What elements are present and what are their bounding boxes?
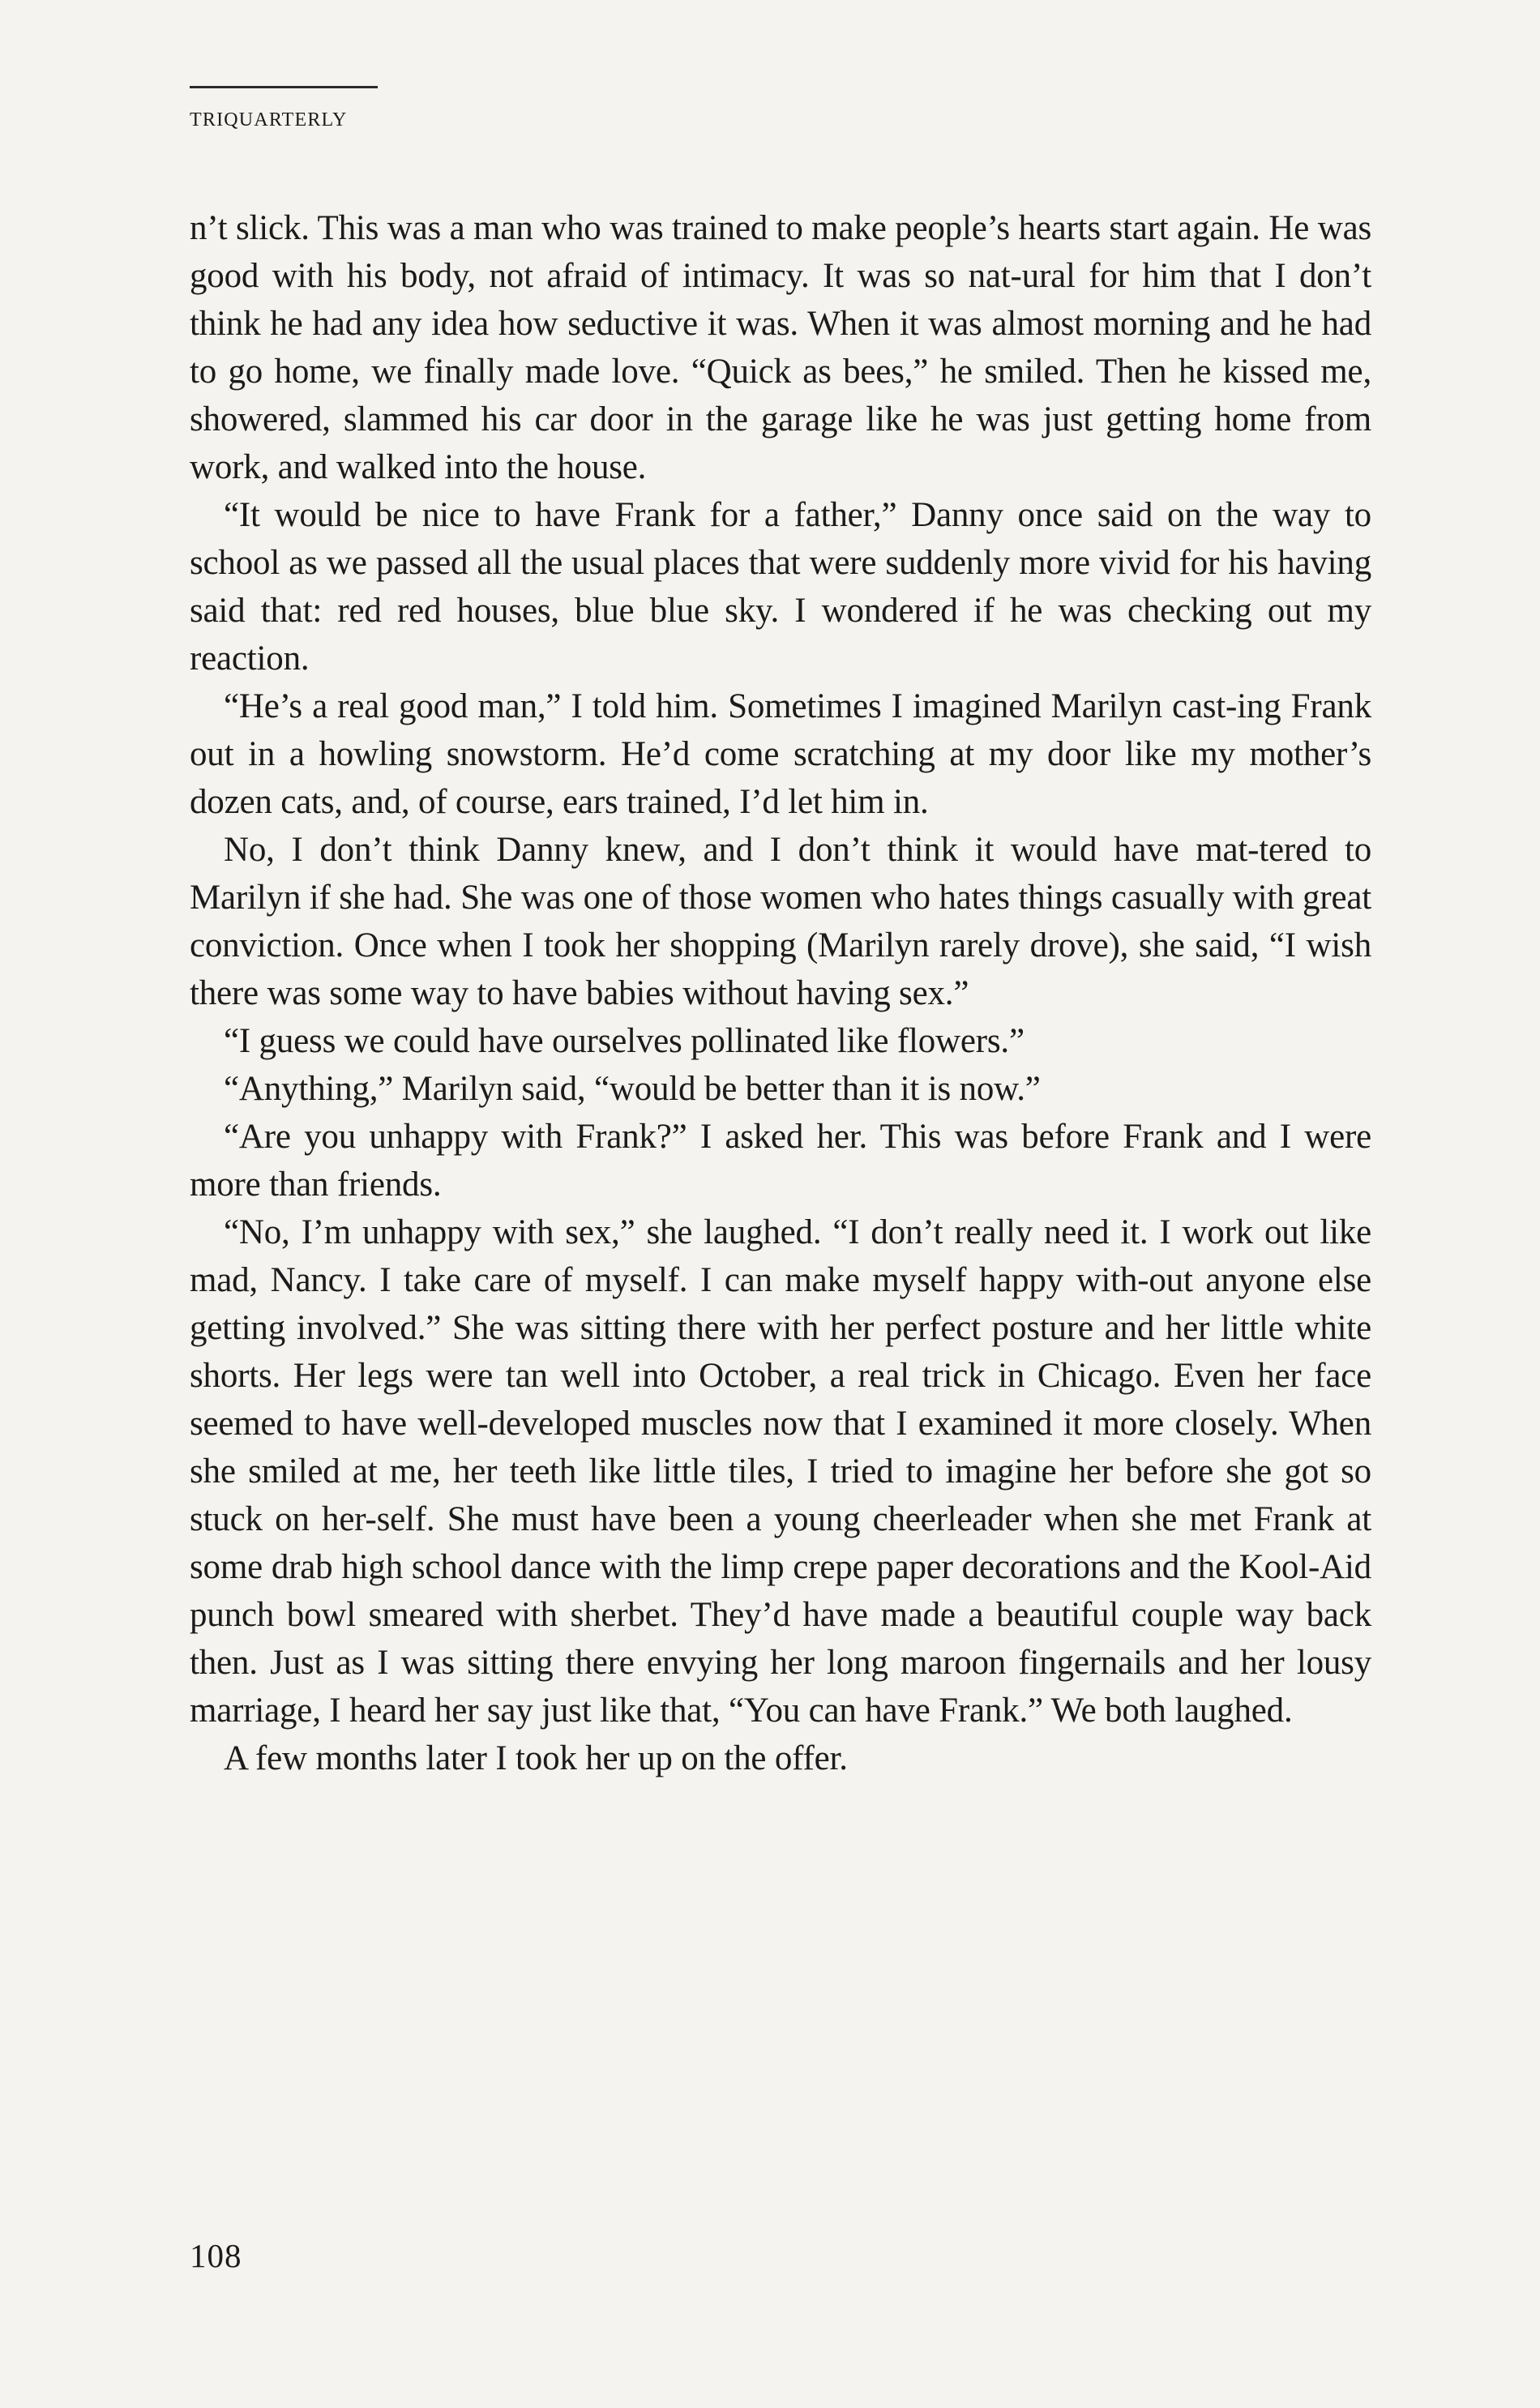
paragraph-5: “I guess we could have ourselves pollinated like flowers.” <box>224 1022 1025 1060</box>
paragraph-7: “Are you unhappy with Frank?” I asked her. This was before Frank and I were more than friends. <box>190 1118 1371 1204</box>
paragraph-6: “Anything,” Marilyn said, “would be better than it is now.” <box>224 1070 1041 1108</box>
body-text <box>190 204 1371 1782</box>
paragraph-9: A few months later I took her up on the offer. <box>224 1739 848 1777</box>
running-head: TRIQUARTERLY <box>190 86 378 131</box>
paragraph-1: n’t slick. This was a man who was trained to make people’s hearts start again. He was good with his body, not afraid of intimacy. It was so nat-ural for him that I don’t think he had any idea how seductive it was. When it was almost morning and he had to go home, we finally made love. “Quick as bees,” he smiled. Then he kissed me, showered, slammed his car door in the garage like he was just getting home from work, and walked into the house. <box>190 209 1371 486</box>
paragraph-4: No, I don’t think Danny knew, and I don’t think it would have mat-tered to Marilyn if she had. She was one of those women who hates things casually with great conviction. Once when I took her shopping (Marilyn rarely drove), she said, “I wish there was some way to have babies without having sex.” <box>190 831 1371 1012</box>
paragraph-2: “It would be nice to have Frank for a father,” Danny once said on the way to school as we passed all the usual places that were suddenly more vivid for his having said that: red red houses, blue blue sky. I wondered if he was checking out my reaction. <box>190 496 1371 678</box>
paragraph-3: “He’s a real good man,” I told him. Sometimes I imagined Marilyn cast-ing Frank out in a howling snowstorm. He’d come scratching at my door like my mother’s dozen cats, and, of course, ears trained, I’d let him in. <box>190 687 1371 821</box>
page-number: 108 <box>190 2237 242 2274</box>
paragraph-8: “No, I’m unhappy with sex,” she laughed. “I don’t really need it. I work out like mad, Nancy. I take care of myself. I can make myself happy with-out anyone else getting involved.” She was sitting there with her perfect posture and her little white shorts. Her legs were tan well into October, a real trick in Chicago. Even her face seemed to have well-developed muscles now that I examined it more closely. When she smiled at me, her teeth like little tiles, I tried to imagine her before she got so stuck on her-self. She must have been a young cheerleader when she met Frank at some drab high school dance with the limp crepe paper decorations and the Kool-Aid punch bowl smeared with sherbet. They’d have made a beautiful couple way back then. Just as I was sitting there envying her long maroon fingernails and her lousy marriage, I heard her say just like that, “You can have Frank.” We both laughed. <box>190 1213 1371 1730</box>
